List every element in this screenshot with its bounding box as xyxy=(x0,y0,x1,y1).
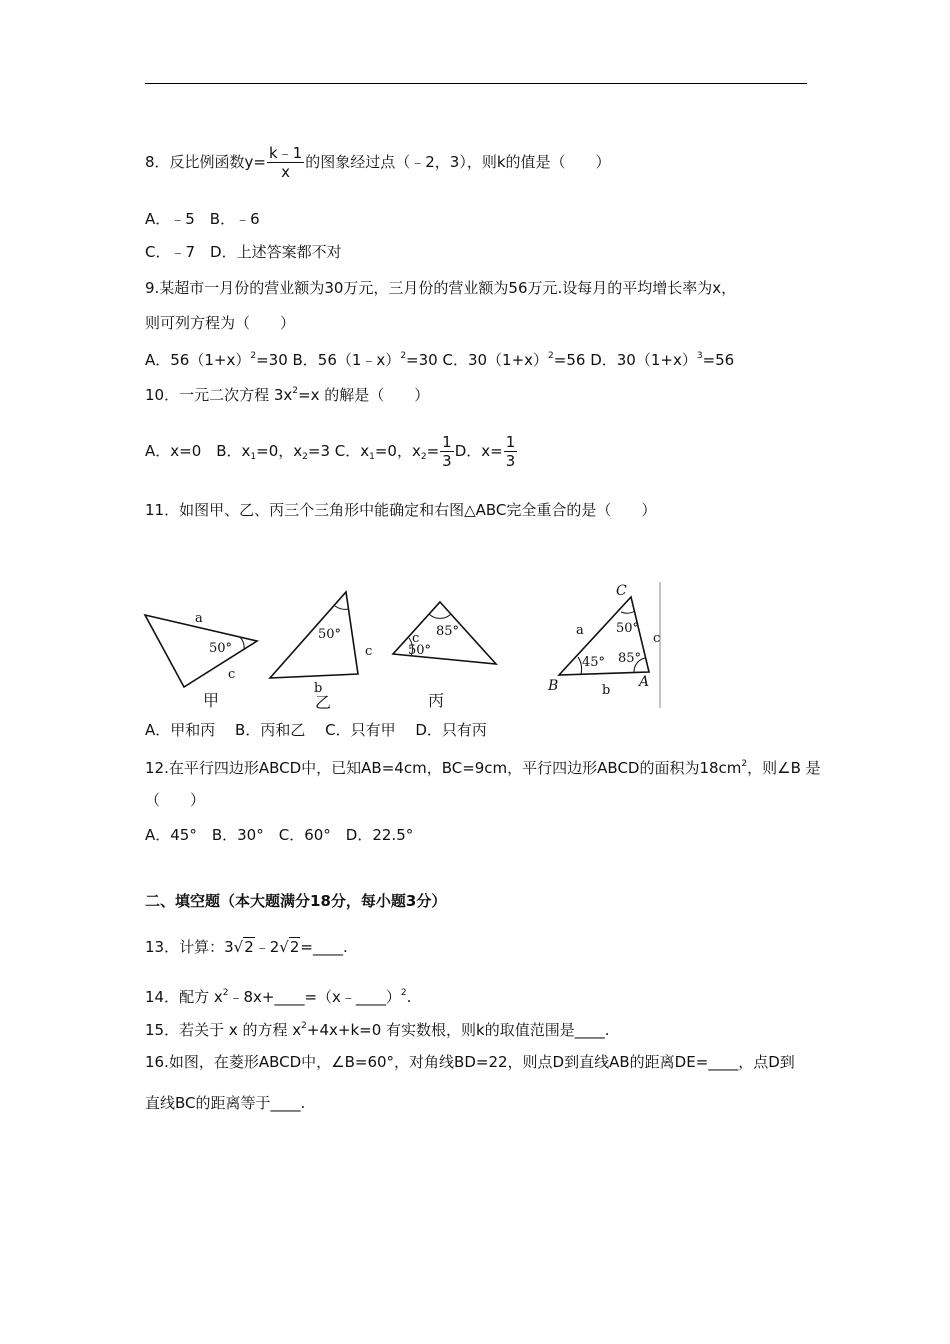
q9-options xyxy=(145,346,734,370)
abc-side-b: b xyxy=(602,683,611,698)
q9-stem-2: 则可列方程为（ ） xyxy=(145,314,296,332)
q9-opt-a: A．56（1+x） xyxy=(145,351,251,369)
q10-opt-a: A．x=0 B．x xyxy=(145,442,251,460)
q10-sub: 1 xyxy=(369,452,375,462)
yi-side-b: b xyxy=(314,681,323,696)
q15-pre: 15．若关于 x 的方程 x xyxy=(145,1021,302,1039)
q10-d-fraction xyxy=(504,433,518,470)
q9-opt-d: =56 D．30（1+x） xyxy=(553,351,697,369)
q8-y-eq: y= xyxy=(244,153,266,171)
triangle-jia xyxy=(145,611,257,710)
q9-opt-end: =56 xyxy=(702,351,735,369)
triangle-yi-shape xyxy=(270,592,358,678)
section-2-title: 二、填空题（本大题满分18分，每小题3分） xyxy=(145,892,447,910)
q10-options xyxy=(145,431,518,477)
jia-side-a: a xyxy=(195,611,203,626)
q11-stem: 11．如图甲、乙、丙三个三角形中能确定和右图△ABC完全重合的是（ ） xyxy=(145,501,657,519)
q14-mid: ﹣8x+____=（x﹣____） xyxy=(228,988,401,1006)
q12-stem-post: ，则∠B 是 xyxy=(747,759,821,777)
q14-exp: 2 xyxy=(222,988,229,998)
angle-arc xyxy=(240,637,244,650)
q12-stem-2: （ ） xyxy=(145,791,206,809)
abc-side-c: c xyxy=(653,631,661,646)
bing-label: 丙 xyxy=(428,691,445,710)
q13-radicand: 2 xyxy=(289,938,300,956)
q9-exp: 2 xyxy=(250,351,257,361)
q10-sub: 1 xyxy=(250,452,257,462)
abc-vertex-A: A xyxy=(639,674,650,690)
abc-angle-50: 50° xyxy=(616,621,640,636)
sqrt-sign: √2 xyxy=(233,938,254,956)
q10-stem xyxy=(145,381,429,405)
angle-arc xyxy=(621,611,635,613)
q12-exp: 2 xyxy=(741,759,748,769)
q8-fraction xyxy=(267,144,304,181)
triangle-abc xyxy=(547,582,660,708)
q9-exp: 2 xyxy=(400,351,407,361)
q9-exp: 2 xyxy=(548,351,554,361)
q13-radicand: 2 xyxy=(244,938,254,956)
q9-stem-1: 9.某超市一月份的营业额为30万元，三月份的营业额为56万元.设每月的平均增长率为x， xyxy=(145,279,737,297)
abc-angle-45: 45° xyxy=(582,655,606,670)
q10-exp: 2 xyxy=(292,386,299,396)
q10-stem-pre: 10．一元二次方程 3x xyxy=(145,386,293,404)
q15 xyxy=(145,1016,609,1040)
q8-frac-num: k﹣1 xyxy=(269,144,303,162)
q9-opt-b: =30 B．56（1﹣x） xyxy=(256,351,401,369)
q12-stem-1 xyxy=(145,754,821,778)
q13-post: =____. xyxy=(300,938,348,956)
q14-exp: 2 xyxy=(400,988,407,998)
q8-frac-den: x xyxy=(281,163,291,181)
jia-angle-50: 50° xyxy=(209,641,233,656)
abc-side-a: a xyxy=(576,623,584,638)
q10-sub: 2 xyxy=(420,452,427,462)
q11-triangles-figure xyxy=(140,580,670,712)
q10-sub: 2 xyxy=(302,452,308,462)
q14-post: . xyxy=(406,988,412,1006)
q8-prefix: 8．反比例函数 xyxy=(145,153,245,171)
abc-angle-85: 85° xyxy=(618,651,642,666)
q10-d-num: 1 xyxy=(505,433,516,451)
q15-post: +4x+k=0 有实数根，则k的取值范围是____. xyxy=(306,1021,610,1039)
q10-opt-b-mid: =0，x xyxy=(256,442,303,460)
q12-stem-pre: 12.在平行四边形ABCD中，已知AB=4cm，BC=9cm，平行四边形ABCD的面积为18cm xyxy=(145,759,742,777)
q15-exp: 2 xyxy=(301,1021,307,1031)
q13 xyxy=(145,937,348,957)
q16-line-2: 直线BC的距离等于____. xyxy=(145,1094,306,1112)
q12-options: A．45° B．30° C．60° D．22.5° xyxy=(145,826,414,844)
q10-stem-post: =x 的解是（ ） xyxy=(298,386,430,404)
q9-exp: 3 xyxy=(696,351,703,361)
q8-suffix: 的图象经过点（﹣2，3），则k的值是（ ） xyxy=(305,153,611,171)
bing-side-c: c xyxy=(412,631,420,646)
yi-label: 乙 xyxy=(315,693,332,712)
q11-options: A．甲和丙 B．丙和乙 C．只有甲 D．只有丙 xyxy=(145,721,487,739)
abc-vertex-B: B xyxy=(548,678,559,694)
q13-mid: ﹣2 xyxy=(254,938,280,956)
yi-side-c: c xyxy=(365,644,373,659)
angle-arc xyxy=(335,606,349,609)
q10-opt-d: D．x= xyxy=(454,442,503,460)
q9-opt-c: =30 C．30（1+x） xyxy=(406,351,549,369)
q8-options-1: A．﹣5 B．﹣6 xyxy=(145,210,260,228)
bing-angle-85: 85° xyxy=(436,624,460,639)
sqrt-sign: √2 xyxy=(279,938,300,956)
q13-pre: 13．计算：3 xyxy=(145,938,234,956)
q8-options-2: C．﹣7 D．上述答案都不对 xyxy=(145,243,342,261)
q14 xyxy=(145,983,411,1007)
q10-c-den: 3 xyxy=(442,452,452,470)
abc-vertex-C: C xyxy=(616,583,627,599)
bing-angle-50: 50° xyxy=(408,643,432,658)
triangle-yi xyxy=(270,592,372,712)
q14-pre: 14．配方 x xyxy=(145,988,223,1006)
q10-c-fraction xyxy=(440,433,454,470)
yi-angle-50: 50° xyxy=(318,627,342,642)
q10-opt-b-end: =3 C．x xyxy=(307,442,370,460)
q16-line-1: 16.如图，在菱形ABCD中，∠B=60°，对角线BD=22，则点D到直线AB的距离DE=____，点D到 xyxy=(145,1053,795,1071)
q10-c-num: 1 xyxy=(442,433,452,451)
q8-stem xyxy=(145,144,611,181)
jia-side-c: c xyxy=(228,667,236,682)
jia-label: 甲 xyxy=(203,691,220,710)
q10-d-den: 3 xyxy=(505,452,516,470)
header-rule xyxy=(145,83,807,84)
q10-opt-c-mid: =0，x xyxy=(374,442,421,460)
q10-opt-c-eq: = xyxy=(426,442,440,460)
triangle-bing xyxy=(393,602,496,710)
angle-arc xyxy=(429,614,451,618)
